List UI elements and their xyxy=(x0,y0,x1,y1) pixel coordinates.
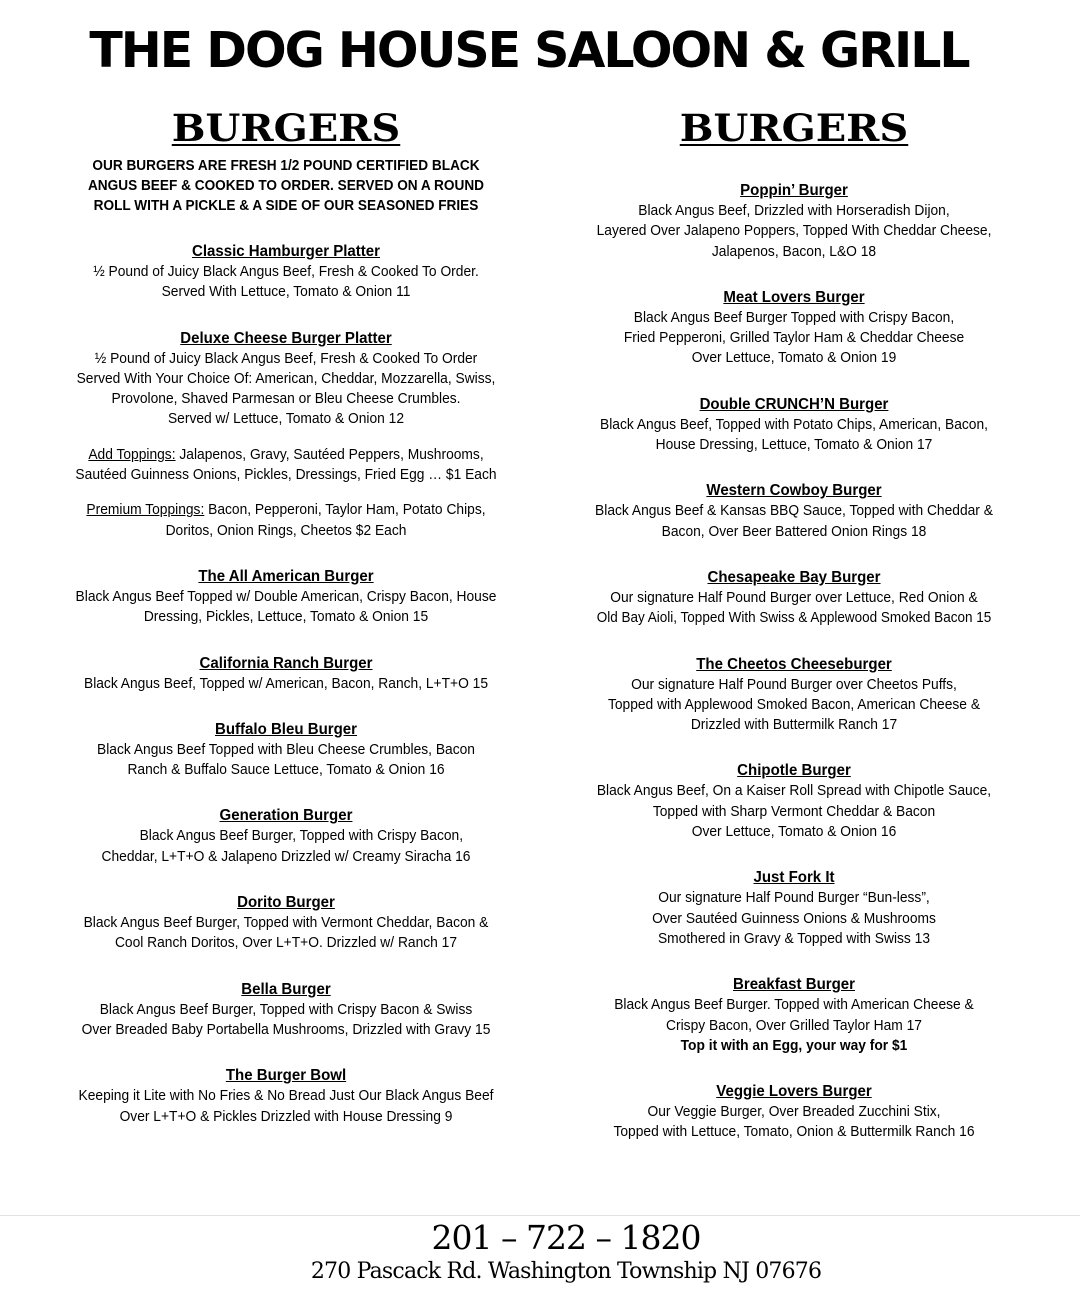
premium-toppings-label: Premium Toppings: xyxy=(86,501,205,519)
menu-item-name: Chesapeake Bay Burger xyxy=(707,568,881,586)
menu-item-name: Breakfast Burger xyxy=(732,976,856,994)
menu-item-description: Black Angus Beef Topped w/ Double American, Crispy Bacon, House xyxy=(75,587,497,605)
menu-item-description: ½ Pound of Juicy Black Angus Beef, Fresh & Cooked To Order xyxy=(94,349,478,367)
menu-item-description: Topped with Lettuce, Tomato, Onion & Buttermilk Ranch 16 xyxy=(613,1123,975,1141)
menu-item xyxy=(554,394,1034,456)
premium-toppings-line xyxy=(56,500,516,520)
menu-item xyxy=(36,805,536,867)
add-toppings xyxy=(36,445,536,486)
menu-item xyxy=(554,867,1034,949)
menu-item-description: Over Lettuce, Tomato & Onion 16 xyxy=(691,823,897,841)
menu-item xyxy=(554,1081,1034,1143)
menu-item xyxy=(554,760,1034,842)
menu-item-description: Black Angus Beef, On a Kaiser Roll Spread with Chipotle Sauce, xyxy=(596,782,992,800)
menu-item-name: Buffalo Bleu Burger xyxy=(214,720,358,738)
menu-item-deluxe-cheese-burger xyxy=(36,328,536,430)
menu-item-description: Black Angus Beef Burger, Topped with Crispy Bacon, xyxy=(108,827,464,845)
menu-item-description: Black Angus Beef Burger, Topped with Crispy Bacon & Swiss xyxy=(99,1000,473,1018)
menu-item-description: Old Bay Aioli, Topped With Swiss & Applewood Smoked Bacon 15 xyxy=(596,609,992,627)
menu-item-description: Layered Over Jalapeno Poppers, Topped With Cheddar Cheese, xyxy=(596,222,992,240)
menu-item-description: Black Angus Beef Burger Topped with Crispy Bacon, xyxy=(633,308,955,326)
menu-item xyxy=(36,1065,536,1127)
left-menu-column xyxy=(36,104,536,1127)
menu-item-description: Served w/ Lettuce, Tomato & Onion 12 xyxy=(167,410,405,428)
intro-line: OUR BURGERS ARE FRESH 1/2 POUND CERTIFIED BLACK xyxy=(92,158,480,174)
menu-item-description: Black Angus Beef Topped with Bleu Cheese Crumbles, Bacon xyxy=(97,740,475,758)
menu-item-classic-hamburger xyxy=(36,241,536,303)
burger-intro xyxy=(51,156,521,216)
menu-item-note: Top it with an Egg, your way for $1 xyxy=(680,1036,908,1054)
restaurant-title: THE DOG HOUSE SALOON & GRILL xyxy=(89,22,969,79)
menu-item-description: Black Angus Beef & Kansas BBQ Sauce, Topped with Cheddar & xyxy=(595,502,993,520)
add-toppings-line xyxy=(56,445,516,465)
menu-item-name: Dorito Burger xyxy=(237,894,335,912)
menu-item-name: Deluxe Cheese Burger Platter xyxy=(180,329,392,347)
menu-item-description: Black Angus Beef Burger. Topped with American Cheese & xyxy=(614,996,974,1014)
menu-item-name: Classic Hamburger Platter xyxy=(191,243,381,260)
menu-item-description: Over Lettuce, Tomato & Onion 19 xyxy=(691,349,897,367)
menu-item-description: Our Veggie Burger, Over Breaded Zucchini Stix, xyxy=(647,1103,941,1121)
menu-item-description: Smothered in Gravy & Topped with Swiss 13 xyxy=(657,929,931,947)
menu-item-description: Served With Lettuce, Tomato & Onion 11 xyxy=(161,283,411,301)
menu-item xyxy=(554,180,1034,262)
menu-item-name: The All American Burger xyxy=(198,567,374,585)
menu-item xyxy=(36,979,536,1041)
menu-item xyxy=(36,653,536,694)
menu-item-name: The Cheetos Cheeseburger xyxy=(696,655,892,673)
menu-item-description: Topped with Sharp Vermont Cheddar & Bacon xyxy=(652,802,936,820)
menu-item-description: ½ Pound of Juicy Black Angus Beef, Fresh & Cooked To Order. xyxy=(93,263,479,280)
intro-line: ANGUS BEEF & COOKED TO ORDER. SERVED ON A ROUND xyxy=(87,178,485,194)
menu-item-name: Just Fork It xyxy=(753,869,835,887)
address: 270 Pascack Rd. Washington Township NJ 07676 xyxy=(310,1259,822,1284)
menu-item xyxy=(554,480,1034,542)
intro-line: ROLL WITH A PICKLE & A SIDE OF OUR SEASONED FRIES xyxy=(93,198,479,214)
menu-item-description: Black Angus Beef, Topped w/ American, Bacon, Ranch, L+T+O 15 xyxy=(83,674,489,692)
menu-item-description: Topped with Applewood Smoked Bacon, American Cheese & xyxy=(607,695,981,713)
menu-item-name: The Burger Bowl xyxy=(225,1067,347,1085)
menu-item xyxy=(554,974,1034,1056)
menu-item-description: Black Angus Beef Burger, Topped with Vermont Cheddar, Bacon & xyxy=(83,914,489,932)
menu-item-name: Western Cowboy Burger xyxy=(706,482,882,500)
menu-item xyxy=(36,892,536,954)
menu-item-description: Over Sautéed Guinness Onions & Mushrooms xyxy=(652,909,936,927)
menu-item-name: Poppin’ Burger xyxy=(740,182,848,199)
menu-item-description: Crispy Bacon, Over Grilled Taylor Ham 17 xyxy=(666,1016,922,1034)
menu-item xyxy=(36,719,536,781)
menu-item-name: Bella Burger xyxy=(241,980,331,998)
menu-item-description: Fried Pepperoni, Grilled Taylor Ham & Cheddar Cheese xyxy=(623,329,965,347)
menu-item-description: Ranch & Buffalo Sauce Lettuce, Tomato & Onion 16 xyxy=(127,761,445,779)
menu-item-description: House Dressing, Lettuce, Tomato & Onion 17 xyxy=(655,436,933,454)
add-toppings-list: Jalapenos, Gravy, Sautéed Peppers, Mushrooms, xyxy=(175,445,484,463)
menu-item-description: Our signature Half Pound Burger “Bun-less”, xyxy=(658,889,930,907)
phone-number: 201 – 722 – 1820 xyxy=(431,1218,701,1257)
menu-item xyxy=(554,287,1034,369)
menu-item-description: Dressing, Pickles, Lettuce, Tomato & Onion 15 xyxy=(143,608,429,626)
menu-item-description: Bacon, Over Beer Battered Onion Rings 18 xyxy=(661,522,927,540)
menu-item-name: Meat Lovers Burger xyxy=(723,288,865,306)
menu-item-description: Cheddar, L+T+O & Jalapeno Drizzled w/ Creamy Siracha 16 xyxy=(101,847,471,865)
add-toppings-label: Add Toppings: xyxy=(88,445,176,463)
menu-item-name: California Ranch Burger xyxy=(199,654,373,672)
section-heading-burgers-left: BURGERS xyxy=(171,106,401,150)
menu-item-description: Black Angus Beef, Topped with Potato Chips, American, Bacon, xyxy=(600,415,988,433)
add-toppings-list: Sautéed Guinness Onions, Pickles, Dressings, Fried Egg … $1 Each xyxy=(75,466,497,484)
menu-item-description: Provolone, Shaved Parmesan or Bleu Cheese Crumbles. xyxy=(111,390,461,408)
right-menu-column xyxy=(554,104,1034,1143)
menu-item-name: Veggie Lovers Burger xyxy=(716,1083,872,1101)
menu-item-description: Our signature Half Pound Burger over Lettuce, Red Onion & xyxy=(610,588,978,606)
menu-item-description: Cool Ranch Doritos, Over L+T+O. Drizzled w/ Ranch 17 xyxy=(114,934,458,952)
premium-toppings-list: Doritos, Onion Rings, Cheetos $2 Each xyxy=(165,521,407,539)
menu-item-description: Jalapenos, Bacon, L&O 18 xyxy=(711,242,877,260)
menu-item-description: Black Angus Beef, Drizzled with Horseradish Dijon, xyxy=(638,202,950,219)
menu-item-description: Keeping it Lite with No Fries & No Bread Just Our Black Angus Beef xyxy=(78,1087,494,1105)
menu-item xyxy=(554,567,1034,629)
menu-item-description: Over Breaded Baby Portabella Mushrooms, Drizzled with Gravy 15 xyxy=(81,1020,491,1038)
menu-item-name: Generation Burger xyxy=(219,807,353,825)
menu-item xyxy=(36,566,536,628)
menu-item-name: Double CRUNCH’N Burger xyxy=(699,395,889,413)
premium-toppings-list: Bacon, Pepperoni, Taylor Ham, Potato Chips, xyxy=(204,501,486,519)
menu-item xyxy=(554,654,1034,736)
menu-item-description: Our signature Half Pound Burger over Cheetos Puffs, xyxy=(631,675,957,693)
menu-item-description: Drizzled with Buttermilk Ranch 17 xyxy=(690,716,898,734)
menu-item-description: Served With Your Choice Of: American, Cheddar, Mozzarella, Swiss, xyxy=(76,369,496,387)
section-heading-burgers-right: BURGERS xyxy=(679,106,909,150)
menu-item-name: Chipotle Burger xyxy=(737,762,851,780)
premium-toppings xyxy=(36,500,536,541)
menu-item-description: Over L+T+O & Pickles Drizzled with House Dressing 9 xyxy=(119,1107,453,1125)
